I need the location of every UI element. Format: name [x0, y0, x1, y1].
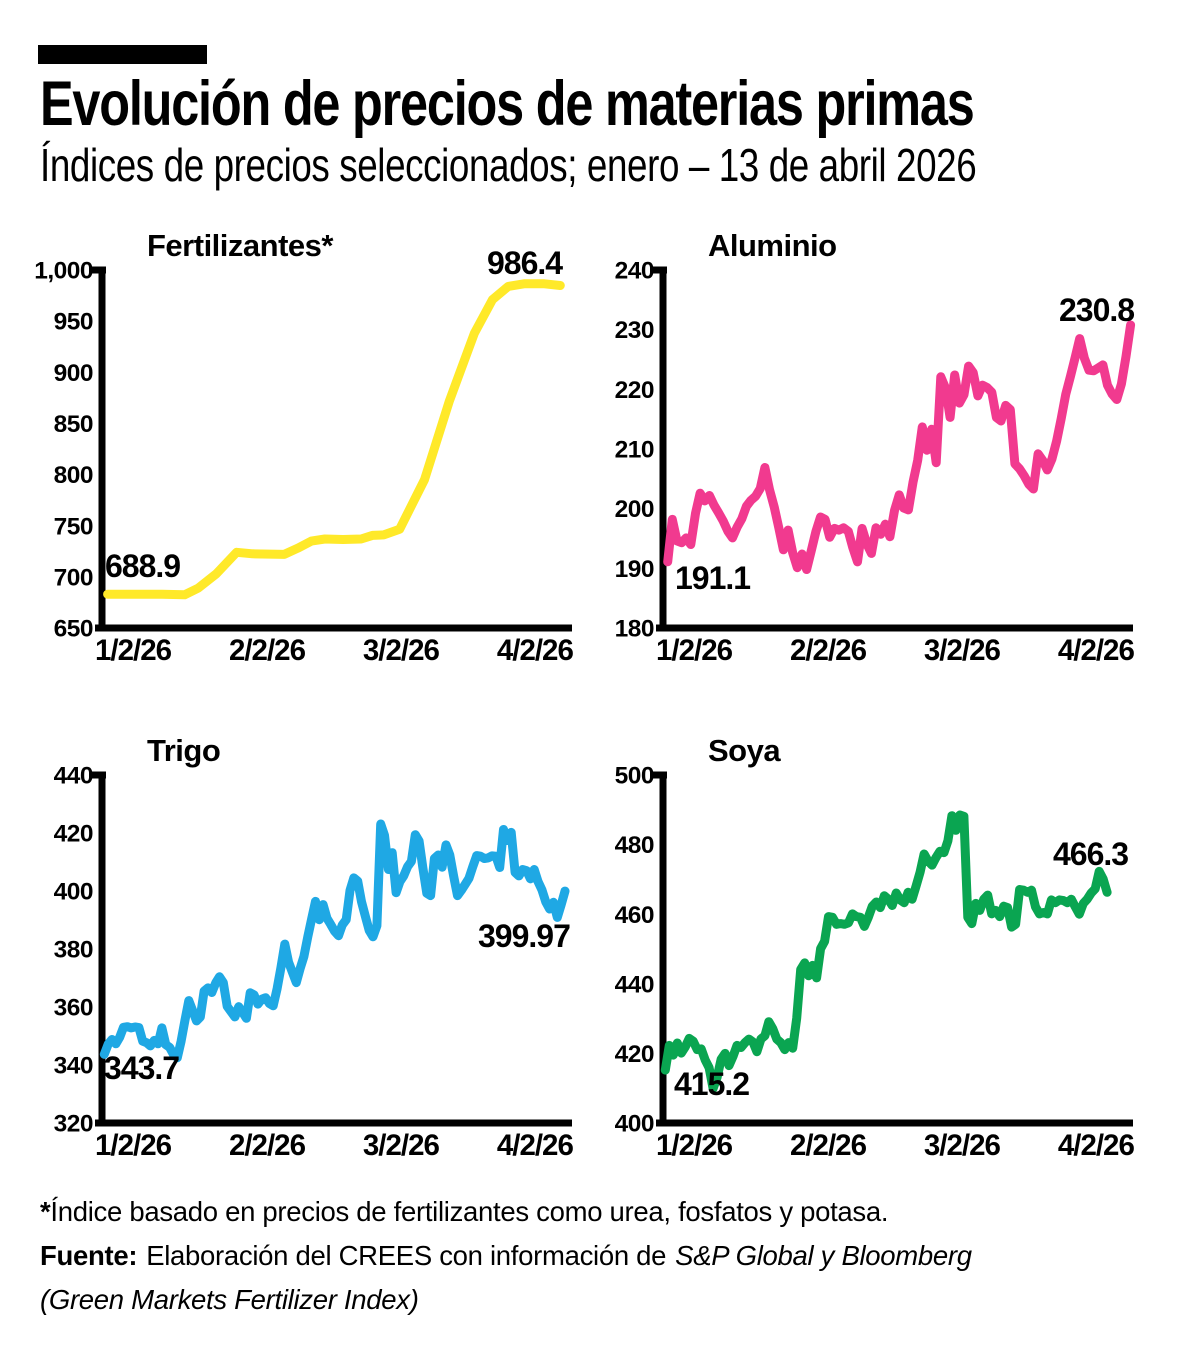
y-tick-label: 190 — [614, 555, 654, 583]
y-tick-label: 650 — [53, 615, 93, 643]
y-tick-label: 400 — [53, 878, 93, 906]
y-tick-label: 400 — [614, 1110, 654, 1138]
y-tick-label: 440 — [614, 971, 654, 999]
x-tick-label: 3/2/26 — [362, 634, 439, 667]
y-tick-label: 800 — [53, 462, 93, 490]
y-tick-label: 750 — [53, 513, 93, 541]
chart-trigo — [27, 733, 587, 1213]
footnote-text: Índice basado en precios de fertilizantes como urea, fosfatos y potasa. — [50, 1196, 889, 1227]
chart-title-aluminio: Aluminio — [708, 228, 837, 263]
x-tick-label: 1/2/26 — [656, 634, 733, 667]
start-value-label: 688.9 — [105, 548, 181, 584]
y-tick-label: 480 — [614, 832, 654, 860]
end-value-label: 230.8 — [1059, 292, 1135, 328]
x-tick-label: 2/2/26 — [789, 634, 866, 667]
source-italic: S&P Global y Bloomberg — [675, 1240, 972, 1271]
y-tick-label: 1,000 — [34, 257, 93, 285]
page-title: Evolución de precios de materias primas — [40, 69, 974, 139]
y-tick-label: 230 — [614, 317, 654, 345]
x-tick-label: 2/2/26 — [228, 634, 305, 667]
x-tick-label: 2/2/26 — [228, 1129, 305, 1162]
y-tick-label: 950 — [53, 308, 93, 336]
end-value-label: 986.4 — [487, 245, 563, 281]
chart-fertilizantes — [27, 228, 587, 708]
footnote — [40, 1190, 972, 1234]
y-tick-label: 180 — [614, 615, 654, 643]
start-value-label: 415.2 — [674, 1066, 750, 1102]
x-tick-label: 4/2/26 — [1057, 1129, 1134, 1162]
x-tick-label: 4/2/26 — [1057, 634, 1134, 667]
start-value-label: 343.7 — [104, 1050, 180, 1086]
chart-plot-soya — [588, 755, 1148, 1168]
x-tick-label: 4/2/26 — [496, 634, 573, 667]
y-tick-label: 700 — [53, 564, 93, 592]
y-tick-label: 220 — [614, 376, 654, 404]
x-tick-label: 3/2/26 — [923, 634, 1000, 667]
chart-soya — [588, 733, 1148, 1213]
source-line-2 — [40, 1278, 972, 1322]
y-tick-label: 240 — [614, 257, 654, 285]
y-tick-label: 420 — [614, 1040, 654, 1068]
kicker-bar — [38, 45, 207, 64]
chart-title-soya: Soya — [708, 733, 781, 768]
source-italic-2: (Green Markets Fertilizer Index) — [40, 1284, 419, 1315]
footnote-star: * — [40, 1196, 51, 1227]
y-tick-label: 340 — [53, 1052, 93, 1080]
chart-plot-trigo — [27, 755, 587, 1168]
chart-title-trigo: Trigo — [147, 733, 221, 768]
series-line — [668, 325, 1131, 570]
y-tick-label: 200 — [614, 496, 654, 524]
x-tick-label: 3/2/26 — [923, 1129, 1000, 1162]
y-tick-label: 360 — [53, 994, 93, 1022]
y-tick-label: 420 — [53, 820, 93, 848]
x-tick-label: 1/2/26 — [656, 1129, 733, 1162]
source-line — [40, 1234, 972, 1278]
x-tick-label: 3/2/26 — [362, 1129, 439, 1162]
series-line — [665, 815, 1107, 1089]
y-tick-label: 380 — [53, 936, 93, 964]
footer — [40, 1190, 972, 1322]
x-tick-label: 2/2/26 — [789, 1129, 866, 1162]
y-tick-label: 500 — [614, 762, 654, 790]
y-tick-label: 210 — [614, 436, 654, 464]
source-label: Fuente: — [40, 1240, 138, 1271]
y-tick-label: 900 — [53, 359, 93, 387]
x-tick-label: 1/2/26 — [95, 634, 172, 667]
y-tick-label: 440 — [53, 762, 93, 790]
y-tick-label: 850 — [53, 411, 93, 439]
x-tick-label: 1/2/26 — [95, 1129, 172, 1162]
page-subtitle: Índices de precios seleccionados; enero – 13 de abril 2026 — [40, 139, 977, 191]
chart-aluminio — [588, 228, 1148, 708]
start-value-label: 191.1 — [675, 560, 751, 596]
chart-plot-fertilizantes — [27, 250, 587, 673]
x-tick-label: 4/2/26 — [496, 1129, 573, 1162]
source-text: Elaboración del CREES con información de — [146, 1240, 667, 1271]
y-tick-label: 460 — [614, 901, 654, 929]
end-value-label: 399.97 — [478, 918, 570, 954]
end-value-label: 466.3 — [1053, 836, 1129, 872]
y-tick-label: 320 — [53, 1110, 93, 1138]
chart-title-fertilizantes: Fertilizantes* — [147, 228, 333, 263]
